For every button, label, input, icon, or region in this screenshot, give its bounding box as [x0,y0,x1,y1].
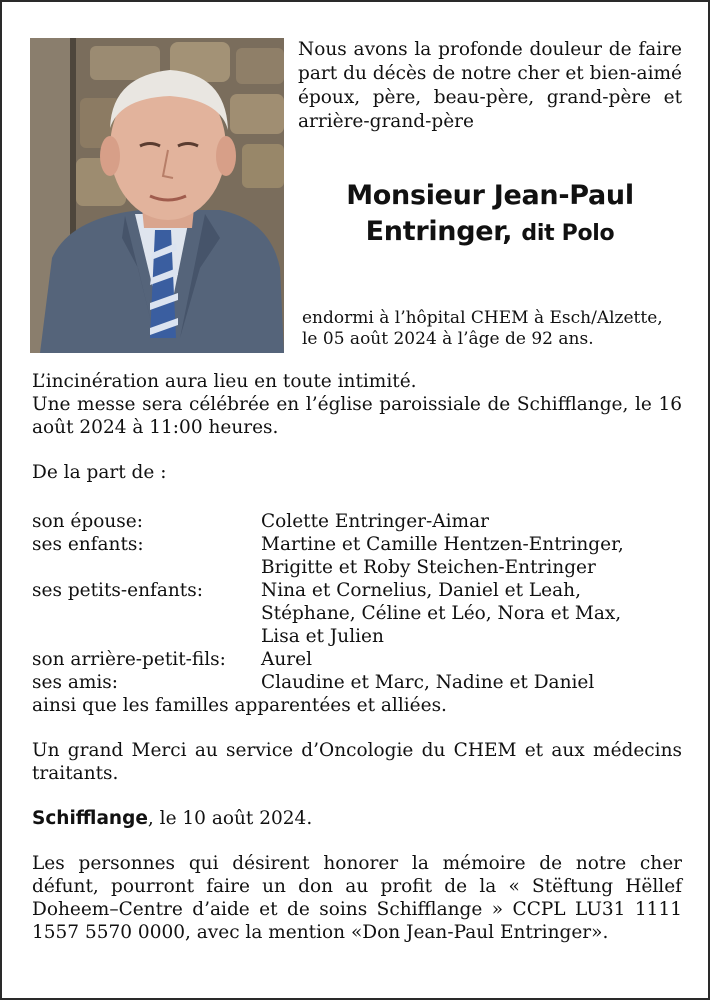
relative-line: Nina et Cornelius, Daniel et Leah, [261,580,581,601]
name-suffix: dit Polo [521,221,615,246]
name-line-1: Monsieur Jean-Paul [346,180,634,211]
relative-names [261,648,682,671]
portrait-photo [30,38,284,353]
relative-line: Claudine et Marc, Nadine et Daniel [261,672,595,693]
deceased-name [298,178,682,252]
thanks-text: Un grand Merci au service d’Oncologie du CHEM et aux médecins traitants. [32,740,682,784]
intro-text: Nous avons la profonde douleur de faire part du décès de notre cher et bien-aimé époux, père, beau-père, grand-père et arrière-grand-père [298,39,682,132]
name-line-2: Entringer, [365,216,513,247]
relative-label: ses petits-enfants: [32,580,203,601]
relative-line: Brigitte et Roby Steichen-Entringer [261,557,596,578]
relative-names [261,510,682,533]
death-line-2: le 05 août 2024 à l’âge de 92 ans. [302,329,594,349]
relative-row [32,671,682,694]
notice-date: , le 10 août 2024. [147,808,313,829]
relative-row [32,579,682,648]
place-name: Schifflange [32,808,148,829]
place-date [32,807,682,830]
relatives-list [32,510,682,694]
relative-label: ses enfants: [32,534,144,555]
death-details [302,308,686,350]
cremation-text: L’incinération aura lieu en toute intimité. [32,371,417,392]
families-text: ainsi que les familles apparentées et alliées. [32,695,447,716]
notice-body [32,370,682,944]
relative-line: Stéphane, Céline et Léo, Nora et Max, [261,603,622,624]
donation-text: Les personnes qui désirent honorer la mémoire de notre cher défunt, pourront faire un don au profit de la « Stëftung Hëllef Doheem–Centre d’aide et de soins Schifflange » CCPL LU31 1111 1557 5570 0000, avec la mention «Don Jean-Paul Entringer». [32,853,682,943]
relative-row [32,648,682,671]
relative-line: Lisa et Julien [261,626,384,647]
relative-label: ses amis: [32,672,119,693]
relative-label: son arrière-petit-fils: [32,649,226,670]
relative-names [261,671,682,694]
portrait-image [30,38,284,353]
relative-row [32,510,682,533]
relative-label: son épouse: [32,511,143,532]
relative-line: Colette Entringer-Aimar [261,511,489,532]
from-label: De la part de : [32,462,167,483]
relative-line: Martine et Camille Hentzen-Entringer, [261,534,624,555]
relative-names [261,533,682,579]
mass-text: Une messe sera célébrée en l’église paroissiale de Schifflange, le 16 août 2024 à 11:00 heures. [32,394,682,438]
relative-row [32,533,682,579]
relative-line: Aurel [261,649,312,670]
relative-names [261,579,682,648]
death-line-1: endormi à l’hôpital CHEM à Esch/Alzette, [302,308,663,328]
